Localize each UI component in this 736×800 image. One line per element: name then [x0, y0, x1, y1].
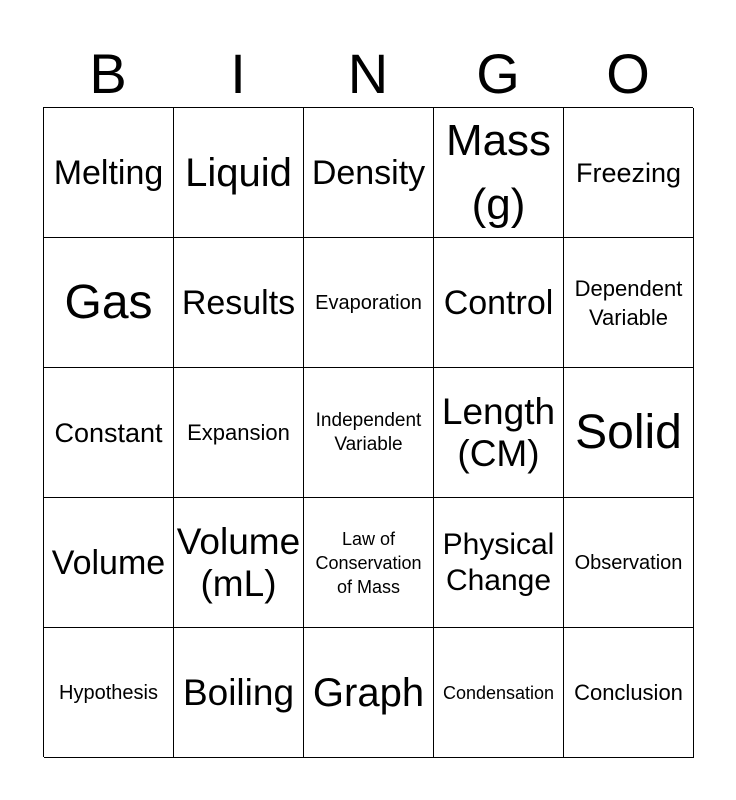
bingo-cell[interactable]: [434, 108, 564, 238]
cell-label: Dependent Variable: [574, 275, 683, 330]
bingo-cell[interactable]: [434, 238, 564, 368]
bingo-card-grid: [43, 107, 693, 757]
cell-label: Solid: [575, 405, 682, 459]
bingo-cell[interactable]: [174, 628, 304, 758]
cell-label: Gas: [64, 275, 153, 329]
bingo-cell[interactable]: [434, 628, 564, 758]
cell-label: Physical Change: [442, 527, 555, 597]
cell-label: Conclusion: [574, 680, 683, 705]
cell-label: Condensation: [442, 682, 555, 703]
header-letter-b: B: [89, 42, 127, 105]
cell-label: Results: [181, 283, 296, 322]
cell-label: Observation: [574, 551, 683, 574]
bingo-cell[interactable]: [174, 498, 304, 628]
cell-label: Density: [311, 153, 426, 192]
cell-label: Liquid: [185, 150, 292, 195]
bingo-cell[interactable]: [44, 498, 174, 628]
header-letter-n: N: [347, 42, 389, 105]
bingo-cell[interactable]: [44, 108, 174, 238]
cell-label: Law of Conservation of Mass: [315, 528, 422, 597]
cell-label: Mass (g): [445, 115, 552, 229]
cell-label: Independent Variable: [315, 409, 422, 455]
cell-label: Melting: [53, 153, 164, 192]
bingo-cell[interactable]: [564, 238, 694, 368]
bingo-cell[interactable]: [174, 238, 304, 368]
bingo-cell[interactable]: [304, 108, 434, 238]
bingo-cell[interactable]: [564, 498, 694, 628]
bingo-cell[interactable]: [174, 108, 304, 238]
cell-label: Graph: [312, 670, 425, 715]
cell-label: Control: [443, 283, 554, 322]
cell-label: Length (CM): [441, 390, 556, 474]
header-letter-o: O: [606, 42, 650, 105]
bingo-cell[interactable]: [44, 628, 174, 758]
bingo-cell[interactable]: [304, 238, 434, 368]
bingo-cell[interactable]: [44, 368, 174, 498]
cell-label: Boiling: [182, 671, 295, 713]
bingo-cell[interactable]: [434, 498, 564, 628]
cell-label: Constant: [54, 417, 163, 448]
bingo-cell[interactable]: [564, 108, 694, 238]
header-letter-i: I: [230, 42, 246, 105]
bingo-cell[interactable]: [174, 368, 304, 498]
bingo-cell[interactable]: [564, 628, 694, 758]
bingo-cell[interactable]: [304, 498, 434, 628]
bingo-header: [43, 40, 693, 108]
cell-label: Freezing: [575, 157, 682, 188]
bingo-cell[interactable]: [44, 238, 174, 368]
cell-label: Expansion: [187, 420, 290, 445]
cell-label: Hypothesis: [59, 681, 158, 704]
bingo-cell[interactable]: [434, 368, 564, 498]
cell-label: Volume (mL): [176, 520, 301, 604]
cell-label: Volume: [51, 543, 166, 582]
bingo-cell[interactable]: [304, 628, 434, 758]
header-letter-g: G: [476, 42, 520, 105]
cell-label: Evaporation: [315, 291, 422, 314]
bingo-cell[interactable]: [304, 368, 434, 498]
bingo-cell[interactable]: [564, 368, 694, 498]
